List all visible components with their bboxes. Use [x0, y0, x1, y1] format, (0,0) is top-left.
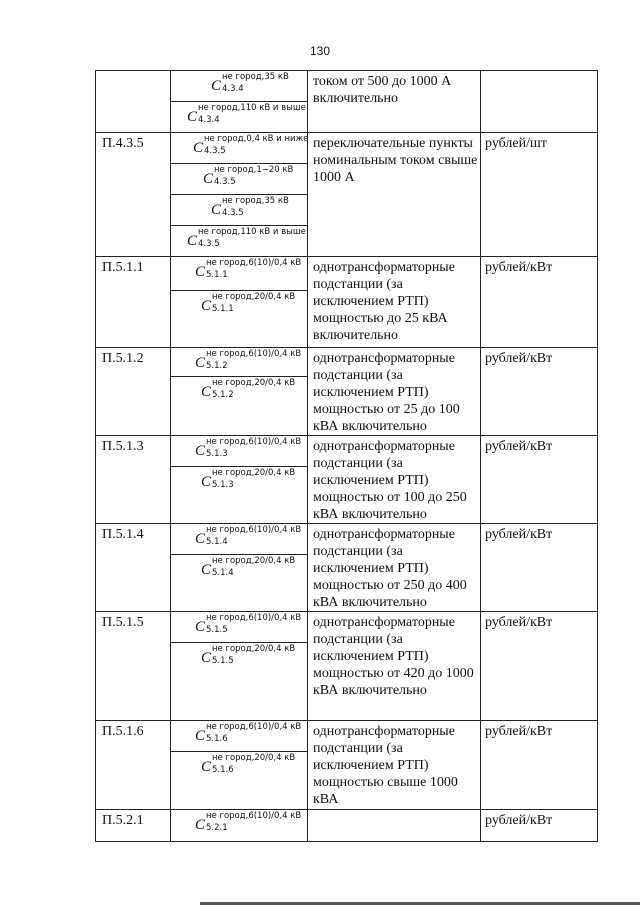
- formula-symbol: C: [201, 474, 212, 490]
- formula-cell: [171, 524, 308, 612]
- formula-symbol: C: [203, 171, 214, 187]
- formula-superscript: не город,20/0,4 кВ: [212, 292, 296, 302]
- row-description: однотрансформаторные подстанции (за исключением РТП) мощностью от 250 до 400 кВА включительно: [308, 524, 481, 612]
- formula-symbol: C: [195, 531, 206, 547]
- formula-subcell: [171, 133, 307, 163]
- formula-symbol: C: [193, 140, 204, 156]
- formula-subcell: [171, 194, 307, 225]
- formula-cell: [171, 133, 308, 257]
- row-description: однотрансформаторные подстанции (за исключением РТП) мощностью от 420 до 1000 кВА включительно: [308, 612, 481, 721]
- formula-symbol: C: [195, 443, 206, 459]
- formula-symbol: C: [201, 759, 212, 775]
- formula-superscript: не город,20/0,4 кВ: [212, 753, 296, 763]
- table-row: [96, 810, 598, 842]
- formula-subscript: 5.1.2: [212, 390, 234, 400]
- formula-superscript: не город,1−20 кВ: [214, 165, 294, 175]
- formula-subscript: 5.1.1: [212, 304, 234, 314]
- row-description: переключательные пункты номинальным током свыше 1000 А: [308, 133, 481, 257]
- formula-subscript: 4.3.5: [214, 177, 236, 187]
- formula-subcell: [171, 71, 307, 101]
- formula-subscript: 5.1.6: [206, 734, 228, 744]
- formula-superscript: не город,6(10)/0,4 кВ: [206, 613, 302, 623]
- row-code: П.5.1.5: [96, 612, 171, 721]
- formula-symbol: C: [195, 728, 206, 744]
- formula-superscript: не город,6(10)/0,4 кВ: [206, 811, 302, 821]
- formula-subcell: [171, 436, 307, 466]
- formula-subcell: [171, 290, 307, 347]
- table-row: [96, 71, 598, 133]
- row-unit: [481, 71, 598, 133]
- formula-symbol: C: [201, 650, 212, 666]
- formula-subscript: 5.1.1: [206, 270, 228, 280]
- formula-subcell: [171, 348, 307, 376]
- formula-subscript: 5.1.3: [206, 449, 228, 459]
- formula-superscript: не город,6(10)/0,4 кВ: [206, 258, 302, 268]
- formula-symbol: C: [195, 619, 206, 635]
- row-code: П.5.1.6: [96, 721, 171, 810]
- formula-symbol: C: [187, 233, 198, 249]
- formula-superscript: не город,6(10)/0,4 кВ: [206, 722, 302, 732]
- formula-subscript: 5.1.2: [206, 361, 228, 371]
- formula-subcell: [171, 466, 307, 523]
- formula-symbol: C: [195, 355, 206, 371]
- table-row: [96, 436, 598, 524]
- formula-superscript: не город,6(10)/0,4 кВ: [206, 349, 302, 359]
- formula-subcell: [171, 612, 307, 642]
- formula-superscript: не город,35 кВ: [222, 196, 289, 206]
- formula-cell: [171, 71, 308, 133]
- formula-superscript: не город,0,4 кВ и ниже: [204, 134, 309, 144]
- formula-cell: [171, 721, 308, 810]
- formula-subscript: 5.1.5: [212, 656, 234, 666]
- formula-subscript: 4.3.5: [198, 239, 220, 249]
- formula-subcell: [171, 257, 307, 290]
- row-unit: рублей/кВт: [481, 721, 598, 810]
- row-description: однотрансформаторные подстанции (за исключением РТП) мощностью от 100 до 250 кВА включительно: [308, 436, 481, 524]
- formula-subscript: 5.1.3: [212, 480, 234, 490]
- row-description: однотрансформаторные подстанции (за исключением РТП) мощностью до 25 кВА включительно: [308, 257, 481, 348]
- formula-symbol: C: [211, 78, 222, 94]
- table-row: [96, 612, 598, 721]
- row-unit: рублей/кВт: [481, 257, 598, 348]
- formula-subscript: 5.1.6: [212, 765, 234, 775]
- row-code: П.5.1.4: [96, 524, 171, 612]
- row-code: П.5.1.1: [96, 257, 171, 348]
- row-code: П.4.3.5: [96, 133, 171, 257]
- row-unit: рублей/кВт: [481, 524, 598, 612]
- table-row: [96, 348, 598, 436]
- formula-symbol: C: [195, 817, 206, 833]
- row-unit: рублей/кВт: [481, 348, 598, 436]
- formula-cell: [171, 436, 308, 524]
- formula-superscript: не город,6(10)/0,4 кВ: [206, 437, 302, 447]
- row-description: током от 500 до 1000 А включительно: [308, 71, 481, 133]
- row-code: [96, 71, 171, 133]
- table-row: [96, 133, 598, 257]
- formula-symbol: C: [195, 264, 206, 280]
- formula-symbol: C: [211, 202, 222, 218]
- row-code: П.5.1.3: [96, 436, 171, 524]
- formula-subcell: [171, 376, 307, 433]
- formula-subcell: [171, 524, 307, 554]
- formula-superscript: не город,110 кВ и выше: [198, 103, 306, 113]
- row-description: [308, 810, 481, 842]
- formula-superscript: не город,20/0,4 кВ: [212, 468, 296, 478]
- table-row: [96, 721, 598, 810]
- table-row: [96, 257, 598, 348]
- formula-symbol: C: [201, 562, 212, 578]
- formula-symbol: C: [201, 298, 212, 314]
- formula-superscript: не город,110 кВ и выше: [198, 227, 306, 237]
- formula-superscript: не город,6(10)/0,4 кВ: [206, 525, 302, 535]
- row-description: однотрансформаторные подстанции (за исключением РТП) мощностью от 25 до 100 кВА включительно: [308, 348, 481, 436]
- row-unit: рублей/кВт: [481, 612, 598, 721]
- formula-superscript: не город,20/0,4 кВ: [212, 556, 296, 566]
- formula-subscript: 4.3.4: [198, 115, 220, 125]
- formula-subscript: 4.3.4: [222, 84, 244, 94]
- formula-superscript: не город,35 кВ: [222, 72, 289, 82]
- formula-subscript: 4.3.5: [222, 208, 244, 218]
- formula-subcell: [171, 751, 307, 809]
- formula-cell: [171, 257, 308, 348]
- formula-subcell: [171, 163, 307, 194]
- formula-cell: [171, 348, 308, 436]
- formula-subscript: 5.1.4: [212, 568, 234, 578]
- formula-subscript: 5.1.5: [206, 625, 228, 635]
- tariff-table: [95, 70, 598, 842]
- page-number: 130: [309, 44, 331, 58]
- formula-subscript: 5.2.1: [206, 823, 228, 833]
- row-unit: рублей/шт: [481, 133, 598, 257]
- formula-cell: [171, 612, 308, 721]
- formula-subcell: [171, 225, 307, 256]
- formula-subcell: [171, 810, 307, 841]
- formula-subcell: [171, 642, 307, 720]
- row-unit: рублей/кВт: [481, 810, 598, 842]
- formula-superscript: не город,20/0,4 кВ: [212, 378, 296, 388]
- table-row: [96, 524, 598, 612]
- formula-symbol: C: [187, 109, 198, 125]
- formula-subscript: 4.3.5: [204, 146, 226, 156]
- row-code: П.5.2.1: [96, 810, 171, 842]
- formula-subscript: 5.1.4: [206, 537, 228, 547]
- formula-subcell: [171, 554, 307, 611]
- row-code: П.5.1.2: [96, 348, 171, 436]
- formula-subcell: [171, 101, 307, 132]
- formula-cell: [171, 810, 308, 842]
- formula-subcell: [171, 721, 307, 751]
- row-unit: рублей/кВт: [481, 436, 598, 524]
- formula-superscript: не город,20/0,4 кВ: [212, 644, 296, 654]
- row-description: однотрансформаторные подстанции (за исключением РТП) мощностью свыше 1000 кВА: [308, 721, 481, 810]
- formula-symbol: C: [201, 384, 212, 400]
